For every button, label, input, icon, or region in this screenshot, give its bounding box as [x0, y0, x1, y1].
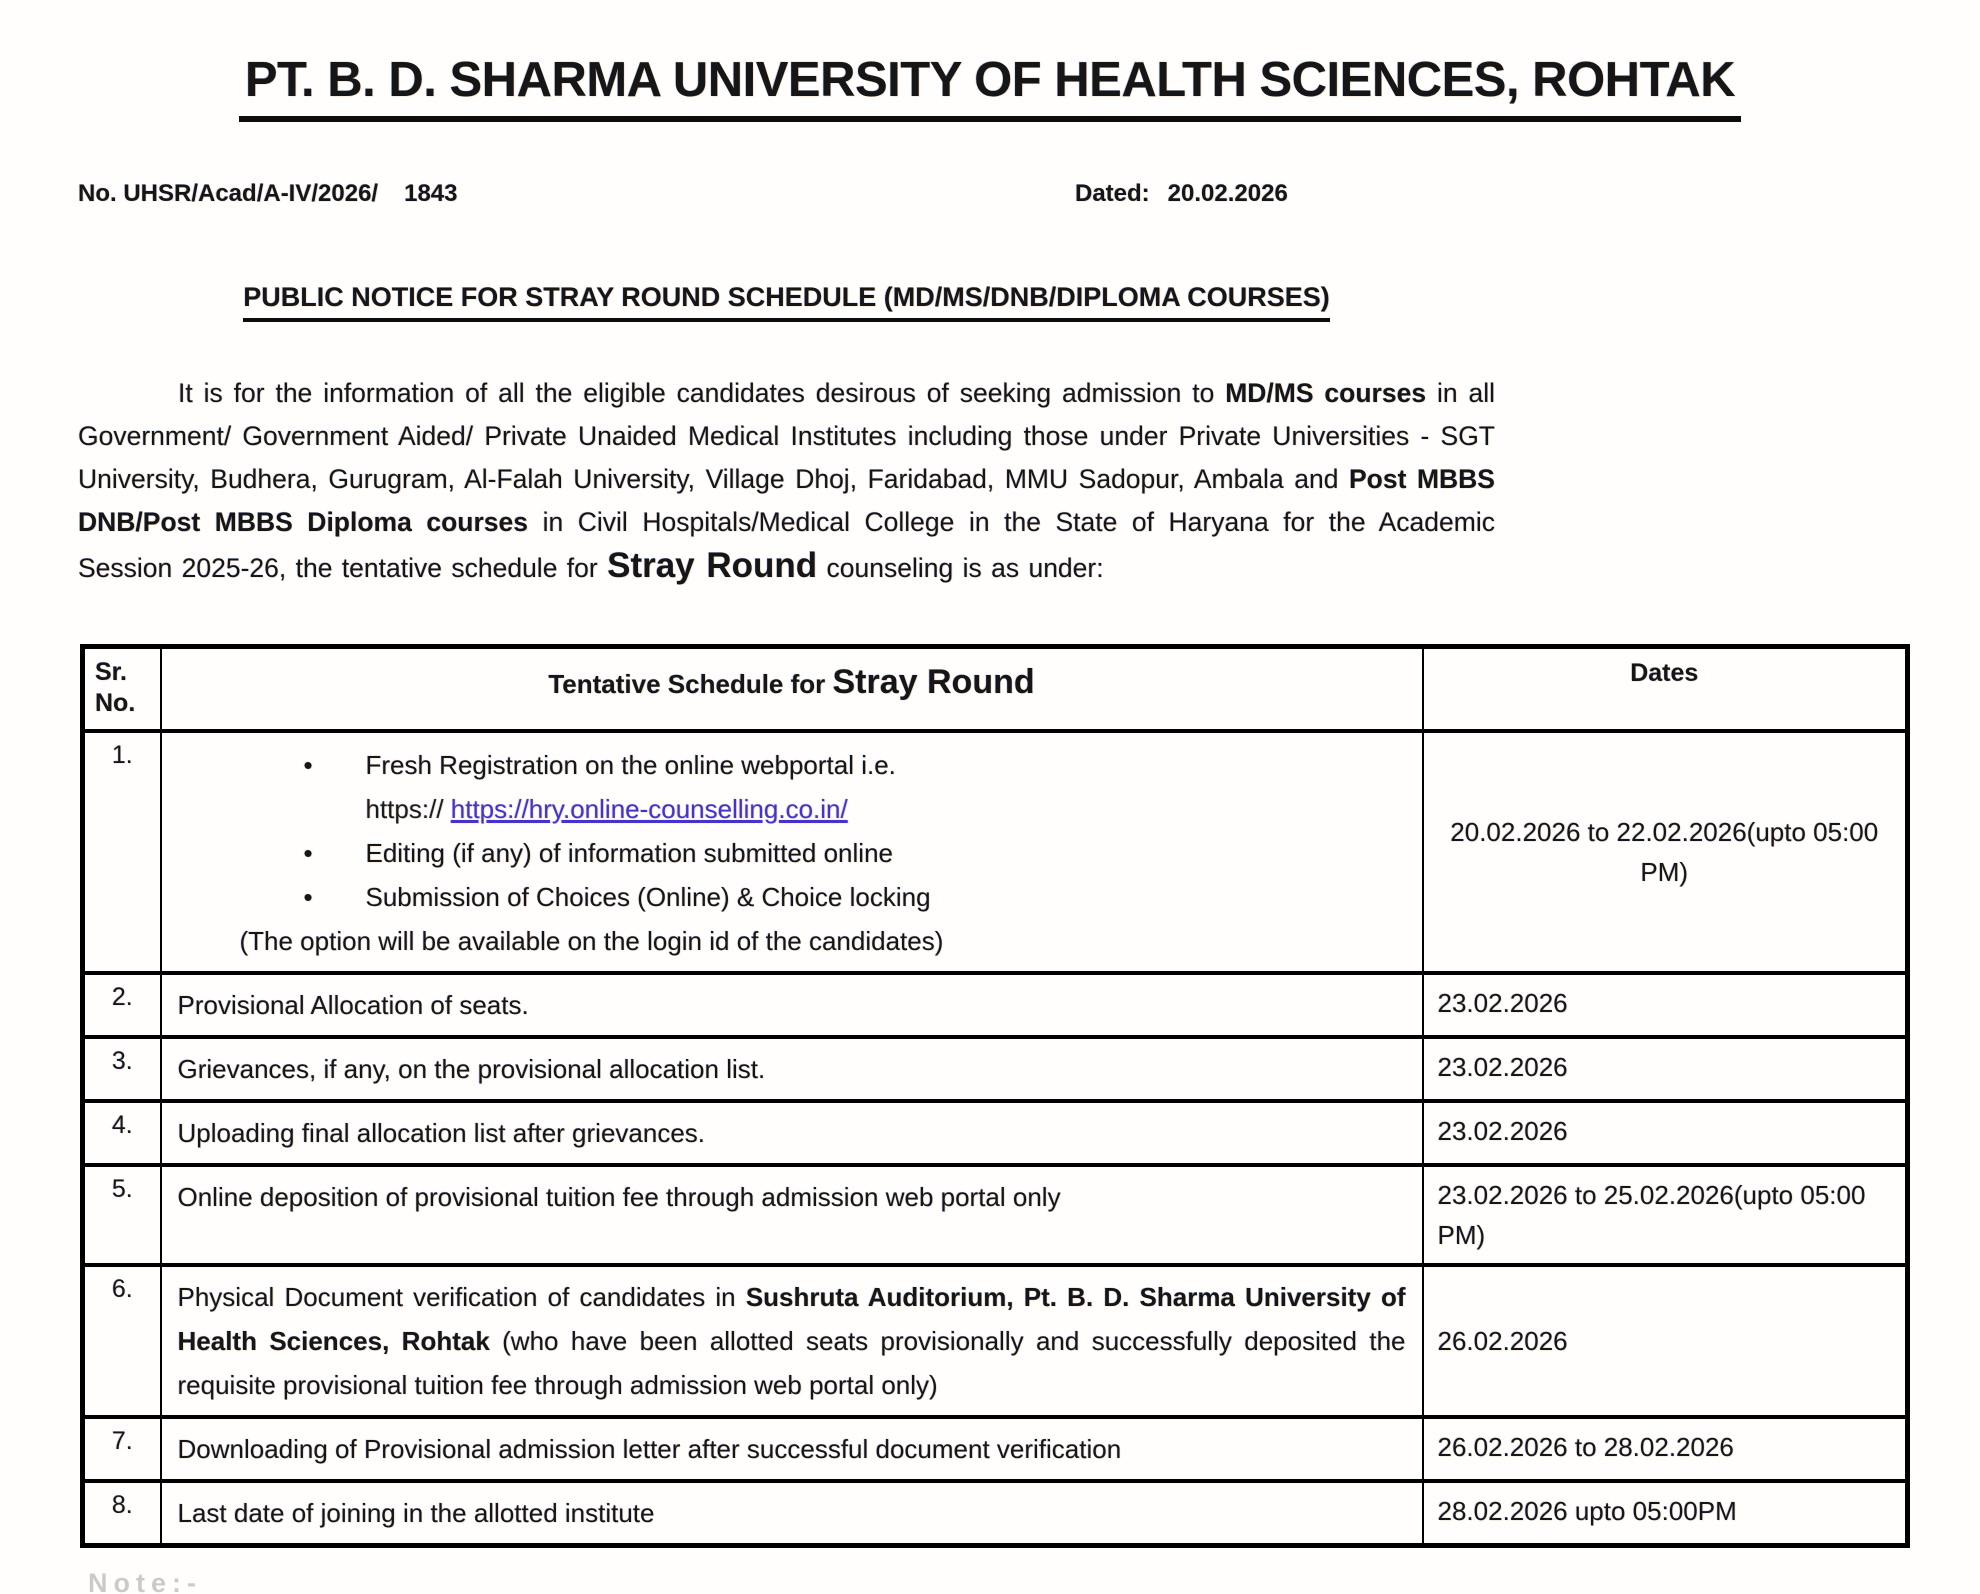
intro-stray-round: Stray Round: [607, 546, 818, 585]
row-sr: 2.: [83, 973, 161, 1037]
reference-line: [0, 180, 1980, 212]
row-sr: 7.: [83, 1417, 161, 1481]
row-date: 23.02.2026: [1423, 1101, 1908, 1165]
table-row: [83, 1265, 1908, 1417]
row-description: [161, 731, 1423, 973]
row-date: 23.02.2026: [1423, 1037, 1908, 1101]
dated-value: 20.02.2026: [1167, 180, 1288, 207]
cutoff-note-fragment: Note:-: [88, 1568, 202, 1594]
row-sr: 6.: [83, 1265, 161, 1417]
row-description: Provisional Allocation of seats.: [161, 973, 1423, 1037]
table-row: [83, 1417, 1908, 1481]
row-sr: 5.: [83, 1165, 161, 1265]
table-row: [83, 1165, 1908, 1265]
row-description: Physical Document verification of candidates in Sushruta Auditorium, Pt. B. D. Sharma University of Health Sciences, Rohtak (who have been allotted seats provisionally and successfully deposited the requisite provisional tuition fee through admission web portal only): [161, 1265, 1423, 1417]
intro-seg1: It is for the information of all the eligible candidates desirous of seeking admission to: [178, 378, 1226, 408]
row-description: Grievances, if any, on the provisional allocation list.: [161, 1037, 1423, 1101]
intro-bold-mdms: MD/MS courses: [1225, 378, 1427, 408]
bullet-choice-locking: • Submission of Choices (Online) & Choice locking: [366, 875, 1406, 919]
header-dates: Dates: [1423, 647, 1908, 732]
table-row: [83, 731, 1908, 973]
counselling-portal-link[interactable]: https://hry.online-counselling.co.in/: [450, 794, 848, 824]
row-sr: 8.: [83, 1481, 161, 1546]
row-sr: 3.: [83, 1037, 161, 1101]
table-row: [83, 973, 1908, 1037]
intro-seg4: counseling is as under:: [817, 553, 1104, 583]
registration-bullet-list: [178, 743, 1406, 919]
header-schedule-emphasis: Stray Round: [832, 663, 1035, 701]
row-description: Downloading of Provisional admission letter after successful document verification: [161, 1417, 1423, 1481]
intro-seg3: in Civil Hospitals/Medical College in the State of Haryana for the Academic Session 2025-26, the tentative schedule for: [78, 507, 1495, 583]
table-row: [83, 1481, 1908, 1546]
university-title: [0, 0, 1980, 122]
stray-round-schedule-table: [80, 644, 1910, 1548]
intro-bold-dnb: Post MBBS DNB/Post MBBS Diploma courses: [78, 464, 1495, 537]
row-date: 20.02.2026 to 22.02.2026(upto 05:00 PM): [1423, 731, 1908, 973]
header-sr-no: Sr. No.: [83, 647, 161, 732]
row-date: 23.02.2026: [1423, 973, 1908, 1037]
venue-bold-text: Sushruta Auditorium, Pt. B. D. Sharma University of Health Sciences, Rohtak: [177, 1282, 1406, 1356]
row-sr: 4.: [83, 1101, 161, 1165]
notice-heading-text: PUBLIC NOTICE FOR STRAY ROUND SCHEDULE (MD/MS/DNB/DIPLOMA COURSES): [243, 282, 1330, 322]
table-row: [83, 1037, 1908, 1101]
bullet-editing: • Editing (if any) of information submitted online: [366, 831, 1406, 875]
university-title-text: PT. B. D. SHARMA UNIVERSITY OF HEALTH SCIENCES, ROHTAK: [239, 52, 1741, 122]
intro-paragraph: [78, 372, 1495, 590]
row-description: Last date of joining in the allotted institute: [161, 1481, 1423, 1546]
header-schedule: Tentative Schedule for Stray Round: [161, 647, 1423, 732]
reference-number-prefix: No. UHSR/Acad/A-IV/2026/: [78, 180, 379, 207]
row-description: Online deposition of provisional tuition fee through admission web portal only: [161, 1165, 1423, 1265]
row-description: Uploading final allocation list after grievances.: [161, 1101, 1423, 1165]
bullet-fresh-registration: • Fresh Registration on the online webportal i.e. https:// https://hry.online-counselling.co.in/: [366, 743, 1406, 831]
table-row: [83, 1101, 1908, 1165]
login-option-note: (The option will be available on the login id of the candidates): [239, 926, 944, 956]
table-header-row: [83, 647, 1908, 732]
url-prefix: https://: [365, 794, 451, 824]
dated-field: [1075, 180, 1288, 208]
row-date: 26.02.2026: [1423, 1265, 1908, 1417]
intro-seg2: in all Government/ Government Aided/ Private Unaided Medical Institutes including those under Private Universities - SGT University, Budhera, Gurugram, Al-Falah University, Village Dhoj, Faridabad, MMU Sadopur, Ambala and: [78, 378, 1495, 494]
row-date: 28.02.2026 upto 05:00PM: [1423, 1481, 1908, 1546]
row-date: 23.02.2026 to 25.02.2026(upto 05:00 PM): [1423, 1165, 1908, 1265]
row-date: 26.02.2026 to 28.02.2026: [1423, 1417, 1908, 1481]
row-sr: 1.: [83, 731, 161, 973]
reference-number: [78, 180, 457, 208]
dated-label: Dated:: [1075, 180, 1150, 207]
reference-serial: 1843: [404, 180, 458, 207]
notice-heading: [78, 282, 1495, 322]
